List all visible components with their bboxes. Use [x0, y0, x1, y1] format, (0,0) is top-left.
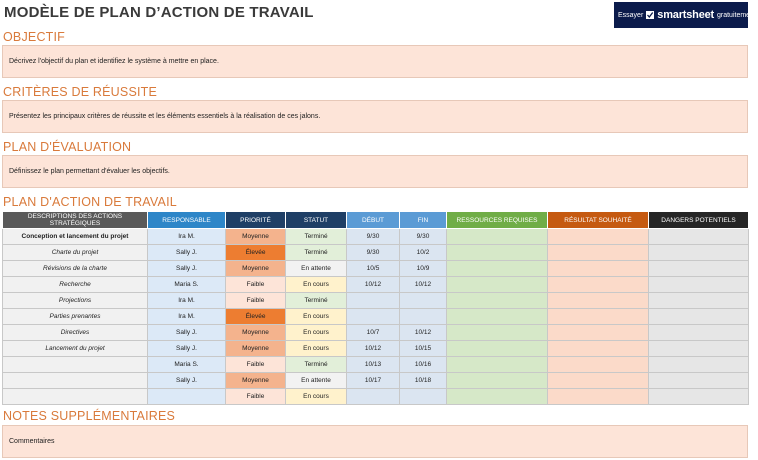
start-date-cell[interactable] — [347, 309, 400, 325]
success-criteria-text: Présentez les principaux critères de réussite et les éléments essentiels à la réalisation de ces jalons. — [9, 113, 321, 120]
desired-result-cell[interactable] — [548, 357, 649, 373]
success-criteria-panel[interactable] — [2, 100, 748, 133]
end-date-cell[interactable]: 9/30 — [400, 229, 447, 245]
responsable-cell[interactable]: Sally J. — [148, 245, 226, 261]
responsable-cell[interactable]: Ira M. — [148, 229, 226, 245]
status-cell[interactable]: En cours — [286, 309, 347, 325]
action-description-cell[interactable] — [3, 357, 148, 373]
priority-cell[interactable]: Faible — [226, 277, 286, 293]
start-date-cell[interactable] — [347, 389, 400, 405]
objective-panel[interactable] — [2, 45, 748, 78]
start-date-cell[interactable]: 10/5 — [347, 261, 400, 277]
status-cell[interactable]: Terminé — [286, 293, 347, 309]
resources-cell[interactable] — [447, 357, 548, 373]
priority-cell[interactable]: Moyenne — [226, 261, 286, 277]
start-date-cell[interactable]: 9/30 — [347, 245, 400, 261]
responsable-cell[interactable] — [148, 389, 226, 405]
end-date-cell[interactable] — [400, 389, 447, 405]
desired-result-cell[interactable] — [548, 229, 649, 245]
table-row — [3, 245, 749, 261]
end-date-cell[interactable] — [400, 309, 447, 325]
potential-dangers-cell[interactable] — [649, 277, 749, 293]
potential-dangers-cell[interactable] — [649, 261, 749, 277]
evaluation-panel[interactable] — [2, 155, 748, 188]
evaluation-text: Définissez le plan permettant d'évaluer les objectifs. — [9, 168, 170, 175]
action-description-cell[interactable]: Parties prenantes — [3, 309, 148, 325]
success-criteria-heading: CRITÈRES DE RÉUSSITE — [3, 85, 158, 99]
potential-dangers-cell[interactable] — [649, 293, 749, 309]
desired-result-cell[interactable] — [548, 277, 649, 293]
column-header-statut[interactable]: STATUT — [286, 212, 347, 229]
status-cell[interactable]: En cours — [286, 341, 347, 357]
table-row — [3, 293, 749, 309]
column-header-debut[interactable]: DÉBUT — [347, 212, 400, 229]
status-cell[interactable]: Terminé — [286, 357, 347, 373]
column-header-descriptions[interactable]: DESCRIPTIONS DES ACTIONS STRATÉGIQUES — [3, 212, 148, 229]
priority-cell[interactable]: Moyenne — [226, 373, 286, 389]
resources-cell[interactable] — [447, 373, 548, 389]
table-row — [3, 389, 749, 405]
resources-cell[interactable] — [447, 325, 548, 341]
resources-cell[interactable] — [447, 341, 548, 357]
table-row — [3, 325, 749, 341]
priority-cell[interactable]: Élevée — [226, 309, 286, 325]
banner-prefix: Essayer — [618, 11, 644, 19]
resources-cell[interactable] — [447, 245, 548, 261]
column-header-dangers[interactable]: DANGERS POTENTIELS — [649, 212, 749, 229]
status-cell[interactable]: En cours — [286, 277, 347, 293]
start-date-cell[interactable]: 10/12 — [347, 341, 400, 357]
status-cell[interactable]: Terminé — [286, 245, 347, 261]
action-plan-heading: PLAN D'ACTION DE TRAVAIL — [3, 195, 177, 209]
responsable-cell[interactable]: Sally J. — [148, 325, 226, 341]
table-row — [3, 357, 749, 373]
page-title: MODÈLE DE PLAN D’ACTION DE TRAVAIL — [4, 4, 314, 21]
responsable-cell[interactable]: Sally J. — [148, 261, 226, 277]
start-date-cell[interactable]: 9/30 — [347, 229, 400, 245]
banner-suffix: gratuitement. — [717, 11, 758, 19]
start-date-cell[interactable]: 10/13 — [347, 357, 400, 373]
end-date-cell[interactable] — [400, 293, 447, 309]
priority-cell[interactable]: Faible — [226, 293, 286, 309]
priority-cell[interactable]: Faible — [226, 389, 286, 405]
column-header-responsable[interactable]: RESPONSABLE — [148, 212, 226, 229]
end-date-cell[interactable]: 10/2 — [400, 245, 447, 261]
start-date-cell[interactable]: 10/7 — [347, 325, 400, 341]
end-date-cell[interactable]: 10/16 — [400, 357, 447, 373]
desired-result-cell[interactable] — [548, 389, 649, 405]
resources-cell[interactable] — [447, 229, 548, 245]
action-description-cell[interactable]: Recherche — [3, 277, 148, 293]
evaluation-heading: PLAN D'ÉVALUATION — [3, 140, 132, 154]
notes-panel[interactable] — [2, 425, 748, 458]
checkmark-logo-icon — [646, 11, 654, 19]
action-description-cell[interactable]: Charte du projet — [3, 245, 148, 261]
resources-cell[interactable] — [447, 309, 548, 325]
action-description-cell[interactable]: Lancement du projet — [3, 341, 148, 357]
desired-result-cell[interactable] — [548, 293, 649, 309]
action-description-cell[interactable]: Directives — [3, 325, 148, 341]
column-header-fin[interactable]: FIN — [400, 212, 447, 229]
status-cell[interactable]: En cours — [286, 325, 347, 341]
end-date-cell[interactable]: 10/18 — [400, 373, 447, 389]
status-cell[interactable]: Terminé — [286, 229, 347, 245]
status-cell[interactable]: En attente — [286, 373, 347, 389]
status-cell[interactable]: En cours — [286, 389, 347, 405]
table-header-row — [3, 212, 749, 229]
objective-text: Décrivez l'objectif du plan et identifiez le système à mettre en place. — [9, 58, 219, 65]
table-row — [3, 261, 749, 277]
resources-cell[interactable] — [447, 277, 548, 293]
potential-dangers-cell[interactable] — [649, 229, 749, 245]
responsable-cell[interactable]: Sally J. — [148, 341, 226, 357]
start-date-cell[interactable]: 10/17 — [347, 373, 400, 389]
potential-dangers-cell[interactable] — [649, 309, 749, 325]
table-row — [3, 229, 749, 245]
notes-text: Commentaires — [9, 438, 55, 445]
action-plan-table — [2, 211, 749, 405]
status-cell[interactable]: En attente — [286, 261, 347, 277]
action-description-cell[interactable]: Révisions de la charte — [3, 261, 148, 277]
desired-result-cell[interactable] — [548, 373, 649, 389]
table-row — [3, 373, 749, 389]
potential-dangers-cell[interactable] — [649, 357, 749, 373]
responsable-cell[interactable]: Ira M. — [148, 293, 226, 309]
column-header-resultat[interactable]: RÉSULTAT SOUHAITÉ — [548, 212, 649, 229]
end-date-cell[interactable]: 10/9 — [400, 261, 447, 277]
potential-dangers-cell[interactable] — [649, 245, 749, 261]
notes-heading: NOTES SUPPLÉMENTAIRES — [3, 409, 176, 423]
end-date-cell[interactable]: 10/12 — [400, 277, 447, 293]
priority-cell[interactable]: Élevée — [226, 245, 286, 261]
action-description-cell[interactable]: Projections — [3, 293, 148, 309]
potential-dangers-cell[interactable] — [649, 389, 749, 405]
desired-result-cell[interactable] — [548, 245, 649, 261]
desired-result-cell[interactable] — [548, 261, 649, 277]
smartsheet-trial-banner[interactable] — [614, 2, 758, 28]
action-description-cell[interactable] — [3, 373, 148, 389]
objective-heading: OBJECTIF — [3, 30, 66, 44]
resources-cell[interactable] — [447, 389, 548, 405]
priority-cell[interactable]: Moyenne — [226, 325, 286, 341]
table-row — [3, 309, 749, 325]
desired-result-cell[interactable] — [548, 309, 649, 325]
resources-cell[interactable] — [447, 293, 548, 309]
table-row — [3, 277, 749, 293]
potential-dangers-cell[interactable] — [649, 325, 749, 341]
potential-dangers-cell[interactable] — [649, 341, 749, 357]
priority-cell[interactable]: Moyenne — [226, 341, 286, 357]
column-header-priorite[interactable]: PRIORITÉ — [226, 212, 286, 229]
resources-cell[interactable] — [447, 261, 548, 277]
priority-cell[interactable]: Faible — [226, 357, 286, 373]
end-date-cell[interactable]: 10/12 — [400, 325, 447, 341]
priority-cell[interactable]: Moyenne — [226, 229, 286, 245]
start-date-cell[interactable]: 10/12 — [347, 277, 400, 293]
responsable-cell[interactable]: Maria S. — [148, 357, 226, 373]
table-row — [3, 341, 749, 357]
action-description-cell[interactable]: Conception et lancement du projet — [3, 229, 148, 245]
responsable-cell[interactable]: Maria S. — [148, 277, 226, 293]
action-description-cell[interactable] — [3, 389, 148, 405]
desired-result-cell[interactable] — [548, 341, 649, 357]
start-date-cell[interactable] — [347, 293, 400, 309]
banner-brand: smartsheet — [657, 9, 714, 21]
potential-dangers-cell[interactable] — [649, 373, 749, 389]
responsable-cell[interactable]: Sally J. — [148, 373, 226, 389]
end-date-cell[interactable]: 10/15 — [400, 341, 447, 357]
column-header-ressources[interactable]: RESSOURCES REQUISES — [447, 212, 548, 229]
desired-result-cell[interactable] — [548, 325, 649, 341]
responsable-cell[interactable]: Ira M. — [148, 309, 226, 325]
action-plan-rows — [3, 229, 749, 405]
